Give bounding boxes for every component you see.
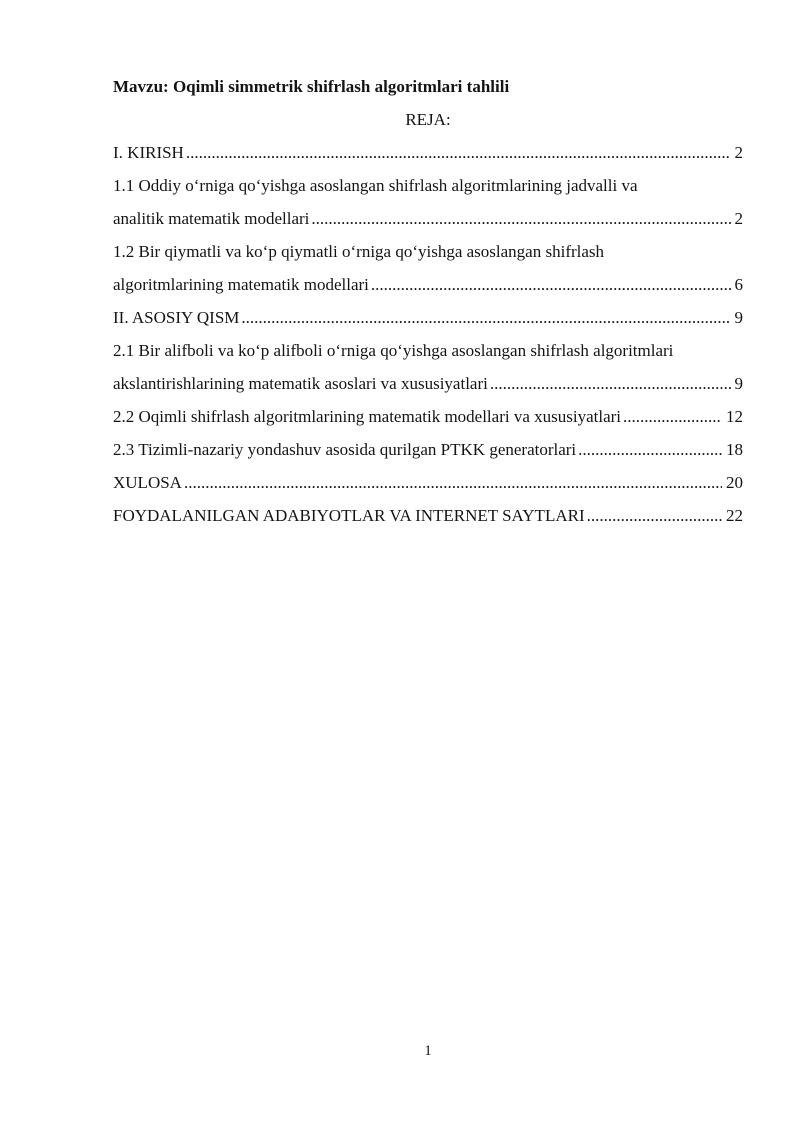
toc-page-number: 2 [734,209,743,228]
toc-entry-asosiy-qism[interactable] [113,301,743,334]
toc-entry-text: II. ASOSIY QISM [113,308,240,327]
toc-entry-text: 1.2 Bir qiymatli va koʻp qiymatli oʻrniga qoʻyishga asoslangan shifrlash [113,242,605,261]
toc-entry-kirish[interactable] [113,136,743,169]
toc-dot-leader [578,433,722,466]
toc-page-number: 12 [726,407,743,426]
toc-page-number: 6 [734,275,743,294]
page-number-footer: 1 [424,1043,432,1059]
toc-dot-leader [371,268,731,301]
toc-entry-2-3[interactable] [113,433,743,466]
toc-entry-text: I. KIRISH [113,143,184,162]
toc-page-number: 18 [726,440,743,459]
toc-page-number: 20 [726,473,743,492]
toc-entry-text: 2.3 Tizimli-nazariy yondashuv asosida qurilgan PTKK generatorlari [113,440,577,459]
toc-entry-1-2[interactable] [113,235,743,301]
toc-entry-1-1[interactable] [113,169,743,235]
toc-entry-text: akslantirishlarining matematik asoslari va xususiyatlari [113,374,488,393]
toc-page-number: 9 [734,374,743,393]
toc-entry-adabiyotlar[interactable] [113,499,743,532]
toc-dot-leader [623,400,722,433]
toc-page-number: 9 [734,308,743,327]
toc-entry-text: analitik matematik modellari [113,209,310,228]
toc-entry-text: FOYDALANILGAN ADABIYOTLAR VA INTERNET SAYTLARI [113,506,585,525]
toc-entry-2-2[interactable] [113,400,743,433]
toc-page-number: 22 [726,506,743,525]
toc-dot-leader [184,466,722,499]
toc-dot-leader [311,202,730,235]
toc-entry-text: 1.1 Oddiy oʻrniga qoʻyishga asoslangan shifrlash algoritmlarining jadvalli va [113,176,638,195]
toc-dot-leader [587,499,722,532]
toc-entry-xulosa[interactable] [113,466,743,499]
toc-entry-2-1[interactable] [113,334,743,400]
toc-entry-text: XULOSA [113,473,182,492]
toc-entry-text: algoritmlarining matematik modellari [113,275,369,294]
toc-content [113,70,743,532]
toc-heading: REJA: [405,110,451,129]
toc-entry-text: 2.1 Bir alifboli va koʻp alifboli oʻrniga qoʻyishga asoslangan shifrlash algoritmlari [113,341,674,360]
toc-dot-leader [241,301,730,334]
document-title: Mavzu: Oqimli simmetrik shifrlash algoritmlari tahlili [113,77,510,96]
toc-dot-leader [490,367,731,400]
toc-entry-text: 2.2 Oqimli shifrlash algoritmlarining matematik modellari va xususiyatlari [113,407,622,426]
toc-dot-leader [186,136,731,169]
toc-page-number: 2 [734,143,743,162]
